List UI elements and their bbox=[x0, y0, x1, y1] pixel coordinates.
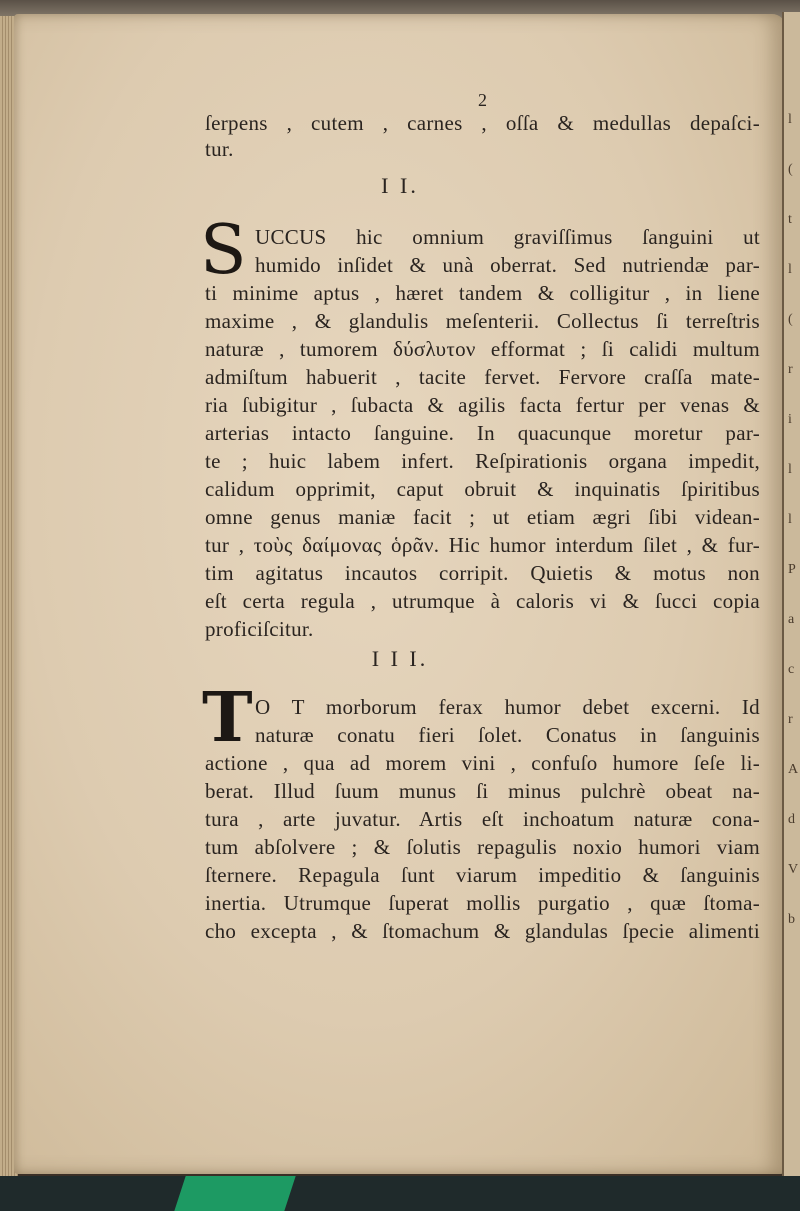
text-line: ſerpens , cutem , carnes , oſſa & medullas depaſci- bbox=[205, 111, 760, 135]
text-line: cho excepta , & ſtomachum & glandulas ſpecie alimenti bbox=[205, 919, 760, 943]
text-line: inertia. Utrumque ſuperat mollis purgatio , quæ ſtoma- bbox=[205, 891, 760, 915]
facing-page-letter: d bbox=[788, 812, 795, 827]
text-line: ti minime aptus , hæret tandem & colligitur , in liene bbox=[205, 281, 760, 305]
page-number: 2 bbox=[478, 90, 487, 110]
drop-cap-s: S bbox=[200, 211, 247, 290]
text-line: eſt certa regula , utrumque à caloris vi & ſucci copia bbox=[205, 589, 760, 613]
text-line: maxime , & glandulis meſenterii. Collectus ſi terreſtris bbox=[205, 309, 760, 333]
section-heading-3: I I I. bbox=[371, 646, 429, 671]
facing-page-letter: V bbox=[788, 862, 799, 877]
text-line: arterias intacto ſanguine. In quacunque moretur par- bbox=[205, 421, 760, 445]
background-surface bbox=[0, 1176, 800, 1211]
facing-page-letter: P bbox=[788, 562, 796, 577]
facing-page-letter: A bbox=[788, 762, 799, 777]
text-line: tur , τοὺς δαίμονας ὁρᾶν. Hic humor interdum ſilet , & fur- bbox=[205, 533, 760, 557]
facing-page-letter: b bbox=[788, 912, 795, 927]
text-line: tur. bbox=[205, 137, 234, 161]
text-line: admiſtum habuerit , tacite fervet. Fervore craſſa mate- bbox=[205, 365, 760, 389]
green-bookmark bbox=[174, 1176, 295, 1211]
text-line: te ; huic labem infert. Reſpirationis organa impedit, bbox=[205, 449, 760, 473]
facing-page-letter: c bbox=[788, 662, 795, 677]
facing-page-letter: r bbox=[788, 362, 793, 377]
text-line: ria ſubigitur , ſubacta & agilis facta fertur per venas & bbox=[205, 393, 760, 417]
text-line: tim agitatus incautos corripit. Quietis & motus non bbox=[205, 561, 760, 585]
facing-page-letter: i bbox=[788, 412, 792, 427]
text-line: naturæ , tumorem δύσλυτον efformat ; ſi calidi multum bbox=[205, 337, 760, 361]
facing-page-letter: l bbox=[788, 262, 792, 277]
facing-page-letter: l bbox=[788, 512, 792, 527]
text-line: omne genus maniæ facit ; ut etiam ægri ſibi videan- bbox=[205, 505, 760, 529]
text-line: berat. Illud ſuum munus ſi minus pulchrè obeat na- bbox=[205, 779, 760, 803]
facing-page-letter: ( bbox=[788, 312, 793, 327]
facing-page-letter: ( bbox=[788, 162, 793, 177]
text-line: actione , qua ad morem vini , confuſo humore ſeſe li- bbox=[205, 751, 760, 775]
facing-page-letter: a bbox=[788, 612, 795, 627]
drop-cap-t: T bbox=[202, 678, 253, 758]
section-heading-2: I I. bbox=[381, 173, 419, 198]
text-line: naturæ conatu fieri ſolet. Conatus in ſanguinis bbox=[255, 723, 760, 747]
text-line: humido inſidet & unà oberrat. Sed nutriendæ par- bbox=[255, 253, 760, 277]
text-line: calidum opprimit, caput obruit & inquinatis ſpiritibus bbox=[205, 477, 760, 501]
text-line: UCCUS hic omnium graviſſimus ſanguini ut bbox=[255, 225, 760, 249]
facing-page-letter: l bbox=[788, 462, 792, 477]
text-line: ſternere. Repagula ſunt viarum impeditio & ſanguinis bbox=[205, 863, 760, 887]
facing-page-letter: l bbox=[788, 112, 792, 127]
text-line: tura , arte juvatur. Artis eſt inchoatum naturæ cona- bbox=[205, 807, 760, 831]
text-line: O T morborum ferax humor debet excerni. Id bbox=[255, 695, 760, 719]
text-line: proficiſcitur. bbox=[205, 617, 314, 641]
facing-page-letter: t bbox=[788, 212, 792, 227]
text-line: tum abſolvere ; & ſolutis repagulis noxio humori viam bbox=[205, 835, 760, 859]
facing-page-letter: r bbox=[788, 712, 793, 727]
